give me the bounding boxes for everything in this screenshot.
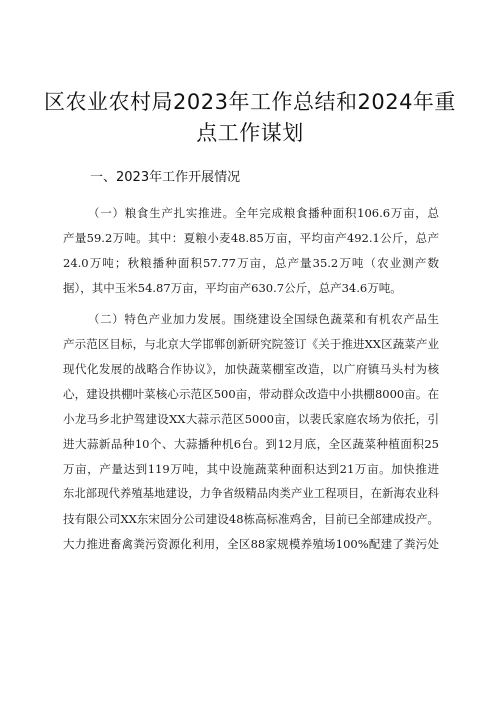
section-heading-2023-work: 一、2023年工作开展情况 bbox=[90, 170, 241, 185]
paragraph-2-line-2: 产示范区目标，与北京大学邯郸创新研究院签订《关于推进XX区蔬菜产业 bbox=[63, 337, 439, 351]
paragraph-1-line-4: 据），其中玉米54.87万亩，平均亩产630.7公斤，总产34.6万吨。 bbox=[63, 281, 402, 295]
paragraph-2-line-5: 小龙马乡北护驾建设XX大蒜示范区5000亩，以裴氏家庭农场为依托，引 bbox=[63, 412, 439, 426]
paragraph-1-line-1: （一）粮食生产扎实推进。全年完成粮食播种面积106.6万亩，总 bbox=[88, 206, 439, 220]
document-title-line-2: 点工作谋划 bbox=[196, 121, 304, 145]
paragraph-2-line-6: 进大蒜新品种10个、大蒜播种机6台。到12月底，全区蔬菜种植面积25 bbox=[63, 437, 439, 451]
paragraph-1-line-3: 24.0万吨；秋粮播种面积57.77万亩，总产量35.2万吨（农业测产数 bbox=[63, 256, 439, 270]
paragraph-2-line-7: 万亩，产量达到119万吨，其中设施蔬菜种面积达到21万亩。加快推进 bbox=[63, 462, 439, 476]
paragraph-2-line-1: （二）特色产业加力发展。围绕建设全国绿色蔬菜和有机农产品生 bbox=[88, 312, 439, 326]
paragraph-2-line-8: 东北部现代养殖基地建设，力争省级精品肉类产业工程项目，在新海农业科 bbox=[63, 487, 439, 500]
paragraph-2-line-10: 大力推进畜禽粪污资源化利用，全区88家规模养殖场100%配建了粪污处 bbox=[63, 537, 439, 551]
paragraph-2-line-9: 技有限公司XX东宋固分公司建设48栋高标准鸡舍，目前已全部建成投产。 bbox=[63, 512, 440, 526]
paragraph-1-line-2: 产量59.2万吨。其中：夏粮小麦48.85万亩，平均亩产492.1公斤，总产 bbox=[63, 231, 439, 245]
paragraph-2-line-3: 现代化发展的战略合作协议》，加快蔬菜棚室改造，以广府镇马头村为核 bbox=[63, 362, 439, 376]
paragraph-2-line-4: 心，建设拱棚叶菜核心示范区500亩，带动群众改造中小拱棚8000亩。在 bbox=[63, 387, 439, 401]
document-title-line-1: 区农业农村局2023年工作总结和2024年重 bbox=[44, 90, 456, 114]
